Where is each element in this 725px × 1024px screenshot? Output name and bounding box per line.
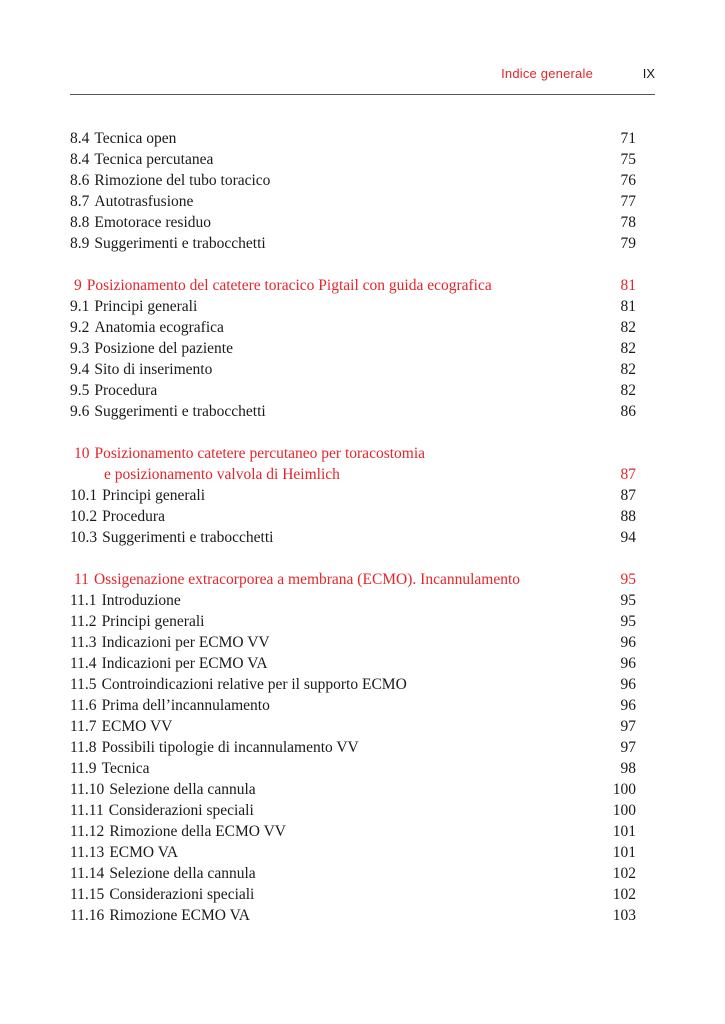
toc-entry-number: 9.6 <box>70 403 90 420</box>
toc-entry[interactable] <box>70 884 636 905</box>
toc-entry[interactable] <box>70 506 636 527</box>
toc-entry-page: 100 <box>612 802 636 819</box>
toc-entry-label <box>70 191 193 212</box>
toc-entry-label <box>104 464 340 485</box>
toc-entry-page: 96 <box>620 655 636 672</box>
toc-entry-number: 11.12 <box>70 823 105 840</box>
toc-entry-page: 97 <box>620 718 636 735</box>
toc-entry-label <box>74 443 425 464</box>
toc-entry-number: 11 <box>74 571 89 588</box>
toc-entry-page: 82 <box>620 361 636 378</box>
toc-entry-title: Rimozione ECMO VA <box>109 907 250 924</box>
toc-entry-number: 11.15 <box>70 886 105 903</box>
toc-entry-page: 96 <box>620 634 636 651</box>
toc-entry-label <box>70 884 254 905</box>
toc-entry[interactable] <box>70 632 636 653</box>
toc-entry-title: Possibili tipologie di incannulamento VV <box>101 739 359 756</box>
toc-entry[interactable] <box>70 695 636 716</box>
toc-entry-label <box>70 821 286 842</box>
toc-entry-title: ECMO VV <box>101 718 173 735</box>
toc-entry[interactable] <box>70 737 636 758</box>
toc-entry-page: 95 <box>620 571 636 588</box>
toc-entry-title: Ossigenazione extracorporea a membrana (ECMO). Incannulamento <box>93 571 521 588</box>
toc-entry-label <box>70 758 150 779</box>
toc-entry[interactable] <box>70 905 636 926</box>
toc-entry-title: ECMO VA <box>109 844 179 861</box>
toc-entry[interactable] <box>70 338 636 359</box>
toc-entry-title: Considerazioni speciali <box>108 802 254 819</box>
toc-entry[interactable] <box>70 527 636 548</box>
toc-entry-title: Controindicazioni relative per il supporto ECMO <box>101 676 407 693</box>
toc-entry-label <box>74 569 520 590</box>
toc-entry-label <box>70 863 256 884</box>
toc-entry-number: 9.5 <box>70 382 90 399</box>
toc-entry[interactable] <box>70 863 636 884</box>
toc-entry-number: 10.1 <box>70 487 98 504</box>
toc-entry[interactable] <box>70 191 636 212</box>
toc-entry-page: 101 <box>612 823 636 840</box>
toc-entry-number: 10.2 <box>70 508 98 525</box>
toc-entry-page: 102 <box>612 865 636 882</box>
toc-entry-title: Posizionamento del catetere toracico Pigtail con guida ecografica <box>86 277 492 294</box>
toc-entry-page: 103 <box>612 907 636 924</box>
toc-entry-page: 75 <box>620 151 636 168</box>
toc-entry-number: 11.5 <box>70 676 97 693</box>
toc-entry-label <box>70 506 165 527</box>
toc-entry-number: 8.9 <box>70 235 90 252</box>
toc-entry-page: 101 <box>612 844 636 861</box>
toc-entry-label <box>70 317 224 338</box>
toc-entry-page: 97 <box>620 739 636 756</box>
toc-entry-title: Principi generali <box>94 298 198 315</box>
page-number: IX <box>642 66 655 81</box>
toc-entry-page: 79 <box>620 235 636 252</box>
toc-entry-number: 11.6 <box>70 697 97 714</box>
toc-entry-label <box>70 527 273 548</box>
toc-entry-title: Suggerimenti e trabocchetti <box>94 403 266 420</box>
toc-entry-number: 8.6 <box>70 172 90 189</box>
toc-entry-page: 100 <box>612 781 636 798</box>
toc-entry-title: Indicazioni per ECMO VV <box>101 634 270 651</box>
toc-entry[interactable] <box>70 716 636 737</box>
toc-entry-title: Rimozione del tubo toracico <box>94 172 271 189</box>
toc-entry-number: 11.14 <box>70 865 105 882</box>
toc-entry[interactable] <box>70 842 636 863</box>
toc-entry[interactable] <box>70 170 636 191</box>
toc-entry-number: 9.3 <box>70 340 90 357</box>
toc-entry-number: 11.13 <box>70 844 105 861</box>
toc-entry-title: Tecnica open <box>94 130 177 147</box>
toc-entry-label <box>70 359 212 380</box>
toc-entry-number: 9.2 <box>70 319 90 336</box>
toc-entry-label <box>70 590 181 611</box>
toc-entry[interactable] <box>70 800 636 821</box>
toc-entry[interactable] <box>70 233 636 254</box>
toc-entry-label <box>70 842 178 863</box>
toc-entry-title: Tecnica percutanea <box>94 151 214 168</box>
toc-entry-page: 78 <box>620 214 636 231</box>
toc-entry-title: Selezione della cannula <box>109 781 256 798</box>
toc-entry-page: 96 <box>620 676 636 693</box>
toc-entry-number: 11.2 <box>70 613 97 630</box>
toc-entry-number: 8.8 <box>70 214 90 231</box>
toc-entry-page: 96 <box>620 697 636 714</box>
toc-entry-page: 94 <box>620 529 636 546</box>
toc-entry-title: e posizionamento valvola di Heimlich <box>104 466 340 483</box>
toc-entry-page: 82 <box>620 319 636 336</box>
toc-entry-title: Posizionamento catetere percutaneo per toracostomia <box>94 445 426 462</box>
toc-entry-title: Rimozione della ECMO VV <box>109 823 286 840</box>
toc-entry-page: 77 <box>620 193 636 210</box>
toc-entry-label <box>70 737 359 758</box>
running-header-title: Indice generale <box>501 66 593 81</box>
toc-chapter-heading[interactable] <box>70 464 636 485</box>
toc-entry-label <box>70 905 250 926</box>
toc-entry-label <box>70 128 176 149</box>
running-header <box>70 58 655 95</box>
toc-entry-label <box>70 233 266 254</box>
toc-entry-number: 10 <box>74 445 90 462</box>
toc-entry-title: Prima dell’incannulamento <box>101 697 270 714</box>
toc-entry[interactable] <box>70 779 636 800</box>
toc-entry[interactable] <box>70 149 636 170</box>
toc-entry-label <box>70 674 407 695</box>
toc-entry-page: 87 <box>620 466 636 483</box>
toc-entry-number: 11.3 <box>70 634 97 651</box>
toc-entry[interactable] <box>70 401 636 422</box>
toc-entry-page: 95 <box>620 592 636 609</box>
toc-entry-page: 86 <box>620 403 636 420</box>
toc-entry-number: 11.10 <box>70 781 105 798</box>
toc-entry-label <box>74 275 492 296</box>
toc-entry[interactable] <box>70 380 636 401</box>
toc-entry-label <box>70 212 211 233</box>
toc-entry-number: 11.9 <box>70 760 97 777</box>
section-spacer <box>70 422 636 443</box>
toc-entry-number: 9.4 <box>70 361 90 378</box>
toc-entry-title: Considerazioni speciali <box>109 886 255 903</box>
toc-entry-page: 81 <box>620 298 636 315</box>
toc-entry-title: Anatomia ecografica <box>94 319 224 336</box>
toc-entry-title: Procedura <box>102 508 165 525</box>
toc-entry-number: 8.4 <box>70 130 90 147</box>
toc-entry-label <box>70 149 213 170</box>
toc-entry-title: Suggerimenti e trabocchetti <box>102 529 274 546</box>
toc-entry[interactable] <box>70 611 636 632</box>
toc-entry-page: 82 <box>620 382 636 399</box>
toc-entry-page: 87 <box>620 487 636 504</box>
toc-entry-page: 95 <box>620 613 636 630</box>
toc-entry-number: 8.4 <box>70 151 90 168</box>
toc-entry-page: 81 <box>620 277 636 294</box>
toc-entry[interactable] <box>70 758 636 779</box>
toc-entry-title: Tecnica <box>101 760 150 777</box>
toc-entry-number: 9 <box>74 277 82 294</box>
toc-entry[interactable] <box>70 653 636 674</box>
toc-entry-label <box>70 170 270 191</box>
toc-entry-number: 11.8 <box>70 739 97 756</box>
toc-entry-title: Suggerimenti e trabocchetti <box>94 235 266 252</box>
toc-entry[interactable] <box>70 296 636 317</box>
toc-entry-label <box>70 338 233 359</box>
toc-entry-label <box>70 716 172 737</box>
toc-entry[interactable] <box>70 317 636 338</box>
toc-entry-title: Introduzione <box>101 592 181 609</box>
toc-chapter-heading[interactable] <box>70 443 636 464</box>
toc-entry-page: 102 <box>612 886 636 903</box>
toc-entry-label <box>70 632 270 653</box>
toc-entry-number: 11.11 <box>70 802 104 819</box>
toc-entry-title: Principi generali <box>102 487 205 504</box>
toc-chapter-heading[interactable] <box>70 275 636 296</box>
toc-entry-number: 9.1 <box>70 298 90 315</box>
table-of-contents <box>70 128 636 926</box>
toc-entry-label <box>70 779 256 800</box>
toc-entry-page: 82 <box>620 340 636 357</box>
toc-entry-page: 76 <box>620 172 636 189</box>
toc-entry-title: Procedura <box>94 382 158 399</box>
toc-entry-title: Selezione della cannula <box>109 865 256 882</box>
toc-entry-title: Posizione del paziente <box>94 340 233 357</box>
toc-entry-number: 11.16 <box>70 907 105 924</box>
toc-entry-label <box>70 401 266 422</box>
toc-entry[interactable] <box>70 485 636 506</box>
toc-entry[interactable] <box>70 359 636 380</box>
toc-entry-number: 11.1 <box>70 592 97 609</box>
toc-entry-title: Indicazioni per ECMO VA <box>101 655 268 672</box>
section-spacer <box>70 254 636 275</box>
section-spacer <box>70 548 636 569</box>
toc-entry-number: 11.7 <box>70 718 97 735</box>
toc-entry[interactable] <box>70 128 636 149</box>
toc-entry-number: 8.7 <box>70 193 90 210</box>
toc-entry[interactable] <box>70 821 636 842</box>
toc-entry-number: 11.4 <box>70 655 97 672</box>
toc-entry-label <box>70 800 254 821</box>
toc-entry-page: 71 <box>620 130 636 147</box>
toc-entry-label <box>70 695 270 716</box>
toc-entry[interactable] <box>70 590 636 611</box>
toc-entry-label <box>70 485 205 506</box>
toc-entry-title: Principi generali <box>101 613 205 630</box>
toc-entry[interactable] <box>70 212 636 233</box>
toc-entry-title: Sito di inserimento <box>94 361 213 378</box>
toc-entry-label <box>70 380 157 401</box>
toc-entry[interactable] <box>70 674 636 695</box>
toc-entry-number: 10.3 <box>70 529 98 546</box>
toc-entry-page: 98 <box>620 760 636 777</box>
toc-chapter-heading[interactable] <box>70 569 636 590</box>
toc-entry-label <box>70 653 268 674</box>
toc-entry-label <box>70 296 197 317</box>
toc-entry-label <box>70 611 204 632</box>
toc-entry-title: Emotorace residuo <box>94 214 212 231</box>
toc-entry-page: 88 <box>620 508 636 525</box>
toc-entry-title: Autotrasfusione <box>94 193 194 210</box>
